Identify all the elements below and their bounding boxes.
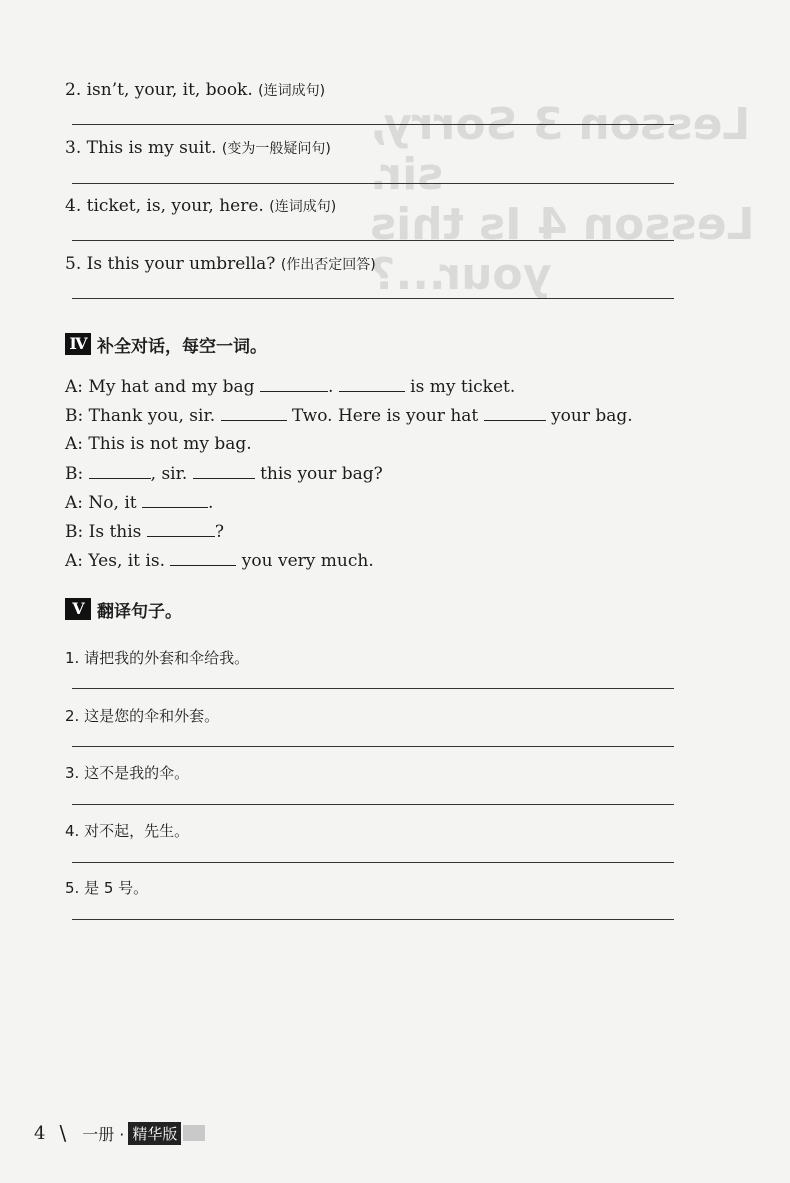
answer-line[interactable]	[72, 298, 674, 299]
question-hint: (连词成句)	[269, 199, 337, 215]
section-4-title: 补全对话，每空一词。	[97, 336, 267, 357]
translation-3: 3. 这不是我的伞。	[65, 764, 190, 782]
answer-line[interactable]	[72, 688, 674, 689]
translation-1: 1. 请把我的外套和伞给我。	[65, 649, 250, 667]
section-4-heading	[65, 332, 267, 356]
question-hint: (变为一般疑问句)	[221, 141, 331, 157]
blank[interactable]	[193, 463, 255, 479]
blank[interactable]	[339, 376, 405, 392]
question-2: 2. isn’t, your, it, book. (连词成句)	[65, 80, 326, 100]
book-label: 一册 ·	[82, 1124, 125, 1144]
dialogue-line-3: A: This is not my bag.	[65, 434, 252, 454]
badge-tail-decoration	[183, 1125, 205, 1141]
section-4-badge: Ⅳ	[65, 333, 91, 355]
section-5-badge: Ⅴ	[65, 598, 91, 620]
dialogue-line-1: A: My hat and my bag . is my ticket.	[65, 377, 516, 397]
translation-5: 5. 是 5 号。	[65, 879, 149, 897]
question-4: 4. ticket, is, your, here. (连词成句)	[65, 196, 337, 216]
answer-line[interactable]	[72, 240, 674, 241]
dialogue-line-6: B: Is this ?	[65, 522, 224, 542]
translation-4: 4. 对不起，先生。	[65, 822, 190, 840]
question-3: 3. This is my suit. (变为一般疑问句)	[65, 138, 331, 158]
page-number: 4	[34, 1122, 46, 1144]
page-footer	[34, 1120, 205, 1146]
blank[interactable]	[89, 463, 151, 479]
dialogue-line-4: B: , sir. this your bag?	[65, 464, 383, 484]
blank[interactable]	[142, 492, 208, 508]
blank[interactable]	[260, 376, 328, 392]
question-5: 5. Is this your umbrella? (作出否定回答)	[65, 254, 376, 274]
answer-line[interactable]	[72, 862, 674, 863]
blank[interactable]	[484, 405, 546, 421]
section-5-title: 翻译句子。	[97, 601, 182, 622]
edition-badge: 精华版	[128, 1122, 181, 1145]
answer-line[interactable]	[72, 183, 674, 184]
answer-line[interactable]	[72, 746, 674, 747]
translation-2: 2. 这是您的伞和外套。	[65, 707, 220, 725]
question-hint: (作出否定回答)	[280, 257, 376, 273]
dialogue-line-7: A: Yes, it is. you very much.	[65, 551, 374, 571]
question-hint: (连词成句)	[258, 83, 326, 99]
section-5-heading	[65, 597, 182, 621]
dialogue-line-2: B: Thank you, sir. Two. Here is your hat your bag.	[65, 406, 633, 426]
answer-line[interactable]	[72, 124, 674, 125]
divider-slash: \	[59, 1121, 67, 1145]
show-through-decoration: Lesson 3 Sorry, sir. Lesson 4 Is this your...?	[370, 99, 755, 300]
blank[interactable]	[221, 405, 287, 421]
dialogue-line-5: A: No, it .	[65, 493, 214, 513]
answer-line[interactable]	[72, 804, 674, 805]
blank[interactable]	[170, 550, 236, 566]
blank[interactable]	[147, 521, 215, 537]
answer-line[interactable]	[72, 919, 674, 920]
